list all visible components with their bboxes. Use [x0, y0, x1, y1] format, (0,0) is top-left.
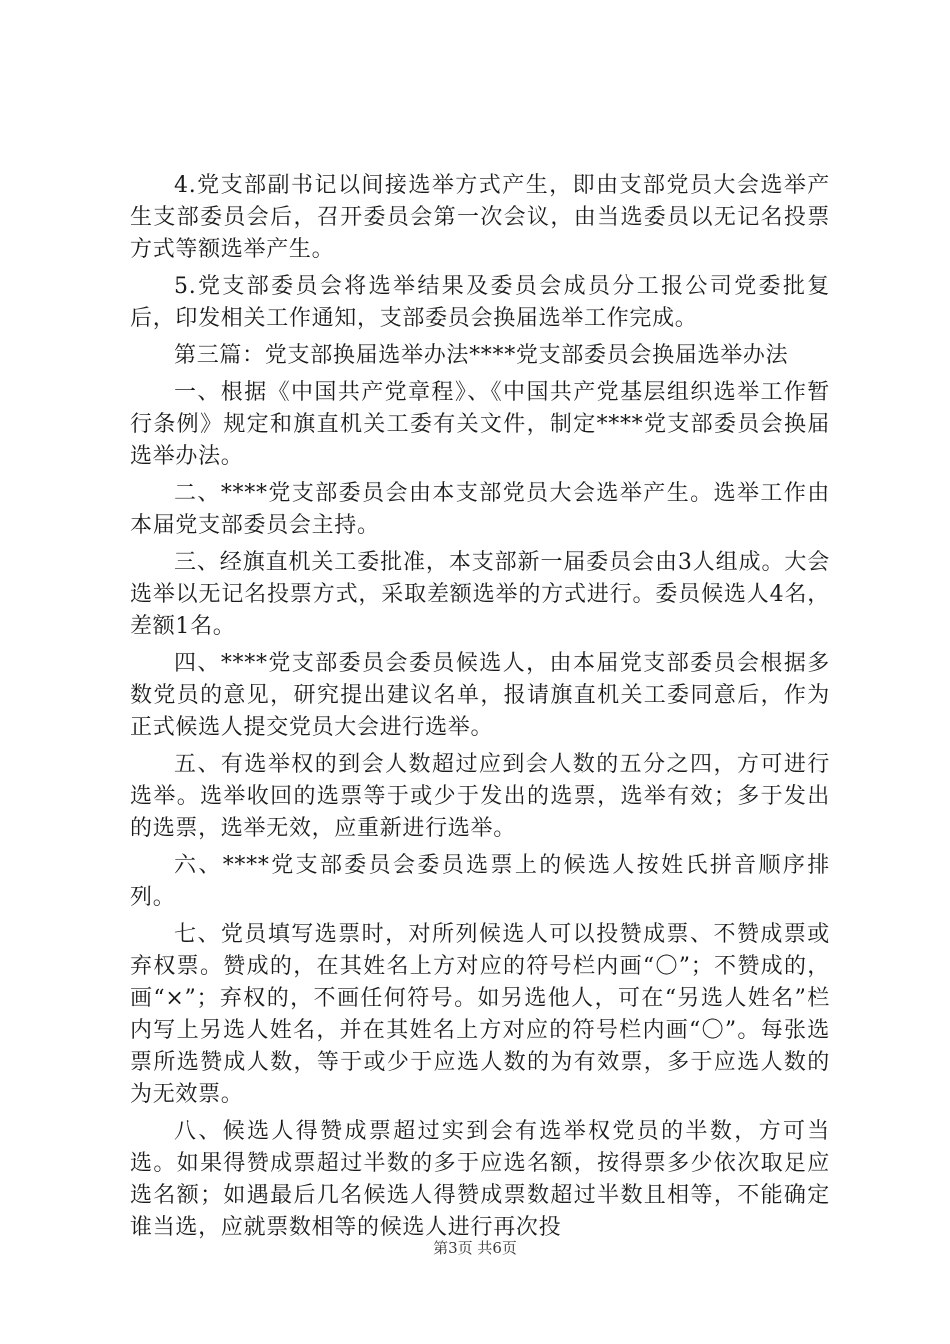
paragraph-5-results-report: 5.党支部委员会将选举结果及委员会成员分工报公司党委批复后，印发相关工作通知，支部委员会换届选举工作完成。	[130, 274, 830, 331]
paragraph-article-6: 六、****党支部委员会委员选票上的候选人按姓氏拼音顺序排列。	[130, 853, 830, 910]
section-heading-part-three: 第三篇：党支部换届选举办法****党支部委员会换届选举办法	[174, 343, 789, 368]
page-number-footer: 第3页 共6页	[433, 1239, 517, 1257]
document-body	[130, 170, 830, 1249]
paragraph-article-3: 三、经旗直机关工委批准，本支部新一届委员会由3人组成。大会选举以无记名投票方式，采取差额选举的方式进行。委员候选人4名，差额1名。	[130, 550, 830, 639]
paragraph-4-vice-secretary: 4.党支部副书记以间接选举方式产生，即由支部党员大会选举产生支部委员会后，召开委员会第一次会议，由当选委员以无记名投票方式等额选举产生。	[130, 173, 830, 262]
paragraph-article-5: 五、有选举权的到会人数超过应到会人数的五分之四，方可进行选举。选举收回的选票等于或少于发出的选票，选举有效；多于发出的选票，选举无效，应重新进行选举。	[130, 752, 830, 841]
paragraph-article-7: 七、党员填写选票时，对所列候选人可以投赞成票、不赞成票或弃权票。赞成的，在其姓名上方对应的符号栏内画“〇”；不赞成的，画“×”；弃权的，不画任何符号。如另选他人，可在“另选人姓名”栏内写上另选人姓名，并在其姓名上方对应的符号栏内画“〇”。每张选票所选赞成人数，等于或少于应选人数的为有效票，多于应选人数的为无效票。	[130, 922, 830, 1107]
paragraph-article-1: 一、根据《中国共产党章程》、《中国共产党基层组织选举工作暂行条例》规定和旗直机关工委有关文件，制定****党支部委员会换届选举办法。	[130, 380, 830, 469]
paragraph-article-8: 八、候选人得赞成票超过实到会有选举权党员的半数，方可当选。如果得赞成票超过半数的多于应选名额，按得票多少依次取足应选名额；如遇最后几名候选人得赞成票数超过半数且相等，不能确定谁当选，应就票数相等的候选人进行再次投	[130, 1119, 830, 1240]
paragraph-article-4: 四、****党支部委员会委员候选人，由本届党支部委员会根据多数党员的意见，研究提出建议名单，报请旗直机关工委同意后，作为正式候选人提交党员大会进行选举。	[130, 651, 830, 740]
paragraph-article-2: 二、****党支部委员会由本支部党员大会选举产生。选举工作由本届党支部委员会主持。	[130, 481, 830, 538]
